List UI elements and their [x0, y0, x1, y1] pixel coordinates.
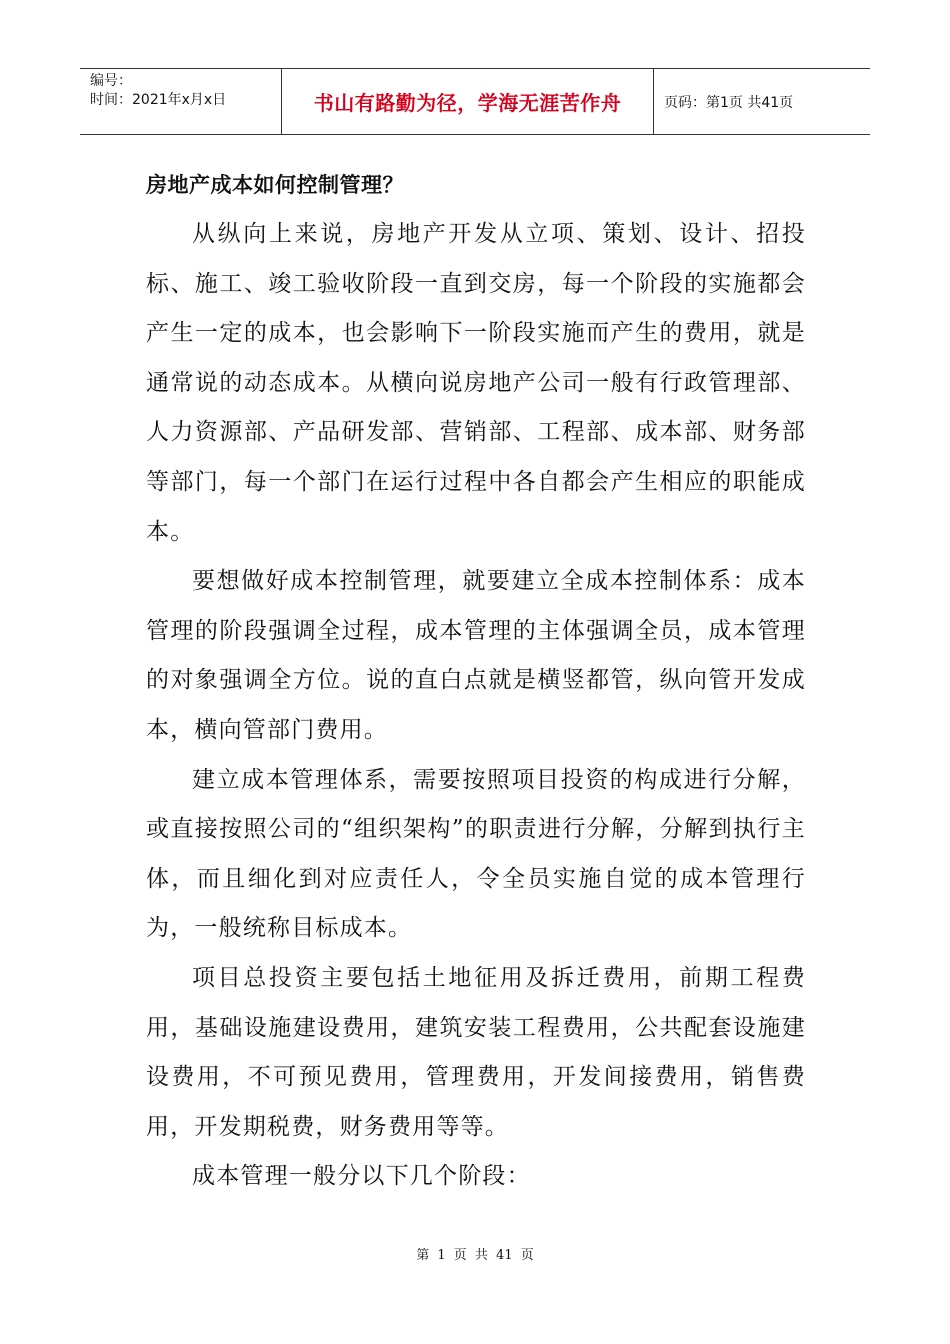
document-body [146, 160, 806, 1202]
header-page-info: 页码：第1页 共41页 [664, 94, 794, 111]
header-meta [80, 69, 282, 134]
document-header [80, 68, 870, 135]
paragraph: 从纵向上来说，房地产开发从立项、策划、设计、招投标、施工、竣工验收阶段一直到交房，每一个阶段的实施都会产生一定的成本，也会影响下一阶段实施而产生的费用，就是通常说的动态成本。从横向说房地产公司一般有行政管理部、人力资源部、产品研发部、营销部、工程部、成本部、财务部等部门，每一个部门在运行过程中各自都会产生相应的职能成本。 [146, 221, 806, 545]
document-time: 时间：2021年x月x日 [90, 92, 227, 108]
page-footer: 第 1 页 共 41 页 [416, 1248, 534, 1263]
paragraph: 成本管理一般分以下几个阶段： [192, 1163, 531, 1190]
paragraph: 要想做好成本控制管理，就要建立全成本控制体系：成本管理的阶段强调全过程，成本管理的主体强调全员，成本管理的对象强调全方位。说的直白点就是横竖都管，纵向管开发成本，横向管部门费用。 [146, 568, 806, 743]
paragraph: 建立成本管理体系，需要按照项目投资的构成进行分解，或直接按照公司的“组织架构”的职责进行分解，分解到执行主体，而且细化到对应责任人，令全员实施自觉的成本管理行为，一般统称目标成本。 [146, 766, 806, 942]
document-number-label: 编号： [90, 73, 132, 89]
document-title: 房地产成本如何控制管理？ [146, 173, 404, 197]
paragraph: 项目总投资主要包括土地征用及拆迁费用，前期工程费用，基础设施建设费用，建筑安装工程费用，公共配套设施建设费用，不可预见费用，管理费用，开发间接费用，销售费用，开发期税费，财务费用等等。 [146, 964, 806, 1140]
header-motto: 书山有路勤为径，学海无涯苦作舟 [282, 69, 654, 134]
